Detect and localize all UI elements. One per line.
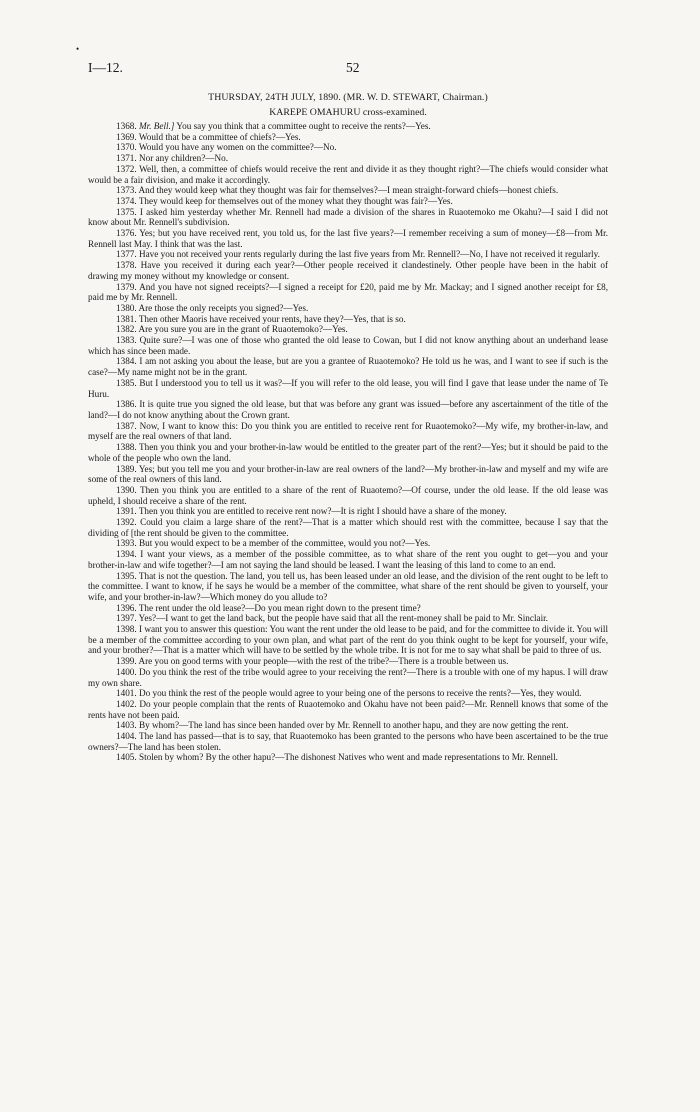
paragraph-text: Yes; but you have received rent, you told us, for the last five years?—I remember receiving a sum of money—£8—from Mr. Rennell last May. I think that was the last. [88, 228, 608, 249]
paragraph-text: Stolen by whom? By the other hapu?—The dishonest Natives who went and made representations to Mr. Rennell. [138, 752, 558, 763]
paragraph-text: Yes?—I want to get the land back, but the people have said that all the rent-money shall be paid to Mr. Sinclair. [138, 613, 548, 624]
page-number: 52 [346, 60, 360, 75]
paragraph-text: I want you to answer this question: You want the rent under the old lease to be paid, and for the committee to divide it. You will be a member of the committee according to your own plan, and what part of the rent do you think ought to be kept for yourself, your wife, and your brother?—That is a matter which will have to be settled by the whole tribe. It is not for me to say what shall be paid to three of us. [88, 624, 609, 656]
paragraph-text: I asked him yesterday whether Mr. Rennell had made a division of the shares in Ruaotemoko me Okahu?—I said I did not know about Mr. Rennell's subdivision. [88, 206, 609, 228]
question-number: 1394. [116, 549, 137, 560]
paragraph-text: Then other Maoris have received your rents, have they?—Yes, that is so. [138, 313, 406, 324]
paragraph-text: Well, then, a committee of chiefs would receive the rent and divide it as they thought right?—The chiefs would consider what would be a fair division, and make it accordingly. [88, 163, 608, 185]
paragraph-text: By whom?—The land has since been handed over by Mr. Rennell to another hapu, and they are now getting the rent. [138, 720, 569, 731]
testimony-paragraph [88, 720, 608, 731]
question-number: 1372. [116, 163, 137, 174]
testimony-paragraph [88, 613, 608, 624]
paragraph-text: Now, I want to know this: Do you think you are entitled to receive rent for Ruaotemoko?—My wife, my brother-in-law, and myself are the real owners of that land. [88, 420, 608, 442]
testimony-paragraph [88, 142, 608, 153]
testimony-paragraph [88, 688, 608, 699]
testimony-paragraph [88, 656, 608, 667]
testimony-paragraph [88, 132, 608, 143]
question-number: 1402. [116, 698, 137, 709]
question-number: 1396. [116, 602, 137, 613]
question-number: 1378. [116, 260, 137, 271]
testimony-paragraph [88, 378, 608, 399]
question-number: 1405. [116, 752, 137, 763]
testimony-paragraph [88, 121, 608, 132]
testimony-paragraph [88, 731, 608, 752]
paragraph-text: Would you have any women on the committee?—No. [138, 142, 337, 153]
paragraph-text: Could you claim a large share of the rent?—That is a matter which should rest with the committee, because I say that the dividing of [the rent should be given to the committee. [88, 517, 609, 538]
testimony-body [88, 121, 608, 763]
testimony-paragraph [88, 399, 608, 420]
paragraph-text: Would that be a committee of chiefs?—Yes. [138, 131, 301, 142]
session-heading: THURSDAY, 24TH JULY, 1890. (MR. W. D. STEWART, Chairman.) [208, 92, 488, 103]
question-number: 1390. [116, 484, 137, 495]
question-number: 1391. [116, 506, 137, 517]
question-number: 1392. [116, 517, 137, 528]
testimony-paragraph [88, 153, 608, 164]
paragraph-text: The rent under the old lease?—Do you mean right down to the present time? [138, 602, 421, 613]
paragraph-text: Are those the only receipts you signed?—Yes. [138, 302, 309, 313]
paragraph-text: Are you sure you are in the grant of Ruaotemoko?—Yes. [138, 324, 348, 335]
question-number: 1387. [116, 420, 137, 431]
paragraph-text: Have you not received your rents regularly during the last five years from Mr. Rennell?—No, I have not received it regularly. [138, 249, 600, 260]
testimony-paragraph [88, 485, 608, 506]
paragraph-text: But I understood you to tell us it was?—If you will refer to the old lease, you will find I gave that lease under the name of Te Huru. [88, 377, 609, 399]
testimony-paragraph [88, 303, 608, 314]
paragraph-text: Nor any children?—No. [138, 153, 229, 164]
question-number: 1380. [116, 302, 137, 313]
question-number: 1388. [116, 442, 137, 453]
testimony-paragraph [88, 421, 608, 442]
question-number: 1374. [116, 195, 137, 206]
question-number: 1386. [116, 399, 137, 410]
question-number: 1400. [116, 666, 137, 677]
margin-dot: • [76, 44, 80, 54]
question-number: 1401. [116, 688, 137, 699]
paragraph-text: They would keep for themselves out of the money what they thought was fair?—Yes. [138, 195, 453, 206]
paragraph-text: You say you think that a committee ought to receive the rents?—Yes. [174, 121, 431, 131]
paragraph-text: Have you received it during each year?—Other people received it clandestinely. Other people have been in the habit of drawing my money without my knowledge or consent. [88, 260, 609, 281]
testimony-paragraph [88, 324, 608, 335]
testimony-paragraph [88, 228, 608, 249]
paragraph-text: But you would expect to be a member of the committee, would you not?—Yes. [138, 538, 431, 549]
paragraph-text: Then you think you are entitled to receive rent now?—It is right I should have a share of the money. [138, 506, 507, 517]
question-number: 1395. [116, 570, 137, 581]
question-number: 1398. [116, 624, 137, 635]
paragraph-text: Yes; but you tell me you and your brother-in-law are real owners of the land?—My brother-in-law and myself and my wife are some of the real owners of this land. [88, 463, 608, 485]
question-number: 1376. [116, 228, 137, 239]
question-number: 1404. [116, 731, 137, 742]
testimony-paragraph [88, 282, 608, 303]
testimony-paragraph [88, 464, 608, 485]
question-number: 1371. [116, 153, 137, 164]
question-number: 1399. [116, 656, 137, 667]
question-number: 1384. [116, 356, 137, 367]
testimony-paragraph [88, 752, 608, 763]
paragraph-text: That is not the question. The land, you tell us, has been leased under an old lease, and the division of the rent ought to be left to the committee. I want to know, if he says he would be a member of the committee, what share of the rent should be given to yourself, your wife, and your brother-in-law?—Which money do you allude to? [88, 570, 608, 602]
testimony-paragraph [88, 699, 608, 720]
testimony-paragraph [88, 624, 608, 656]
question-number: 1369. [116, 131, 137, 142]
question-number: 1375. [116, 206, 137, 217]
testimony-paragraph [88, 517, 608, 538]
testimony-paragraph [88, 164, 608, 185]
paragraph-text: The land has passed—that is to say, that Ruaotemoko has been granted to the persons who have been ascertained to be the true owners?—The land has been stolen. [88, 731, 608, 752]
question-number: 1370. [116, 142, 137, 153]
paragraph-text: Are you on good terms with your people—with the rest of the tribe?—There is a trouble between us. [138, 656, 509, 667]
testimony-paragraph [88, 314, 608, 325]
paragraph-text: I am not asking you about the lease, but are you a grantee of Ruaotemoko? He told us he was, and I want to see if such is the case?—My name might not be in the grant. [88, 356, 608, 378]
question-number: 1403. [116, 720, 137, 731]
testimony-paragraph [88, 506, 608, 517]
testimony-paragraph [88, 571, 608, 603]
question-number: 1397. [116, 613, 137, 624]
question-number: 1377. [116, 249, 137, 260]
testimony-paragraph [88, 207, 608, 228]
paragraph-text: Then you think you and your brother-in-law would be entitled to the greater part of the rent?—Yes; but it should be paid to the whole of the people who own the land. [88, 442, 608, 463]
question-number: 1382. [116, 324, 137, 335]
paragraph-text: And you have not signed receipts?—I signed a receipt for £20, paid me by Mr. Mackay; and I signed another receipt for £8, paid me by Mr. Rennell. [88, 281, 608, 303]
paragraph-text: Do you think the rest of the tribe would agree to your receiving the rent?—There is a trouble with one of my hapus. I will draw my own share. [88, 666, 608, 688]
question-number: 1393. [116, 538, 137, 549]
witness-heading: KAREPE OMAHURU cross-examined. [269, 107, 427, 118]
question-number: 1373. [116, 185, 137, 196]
testimony-paragraph [88, 249, 608, 260]
page-header [88, 60, 608, 76]
testimony-paragraph [88, 196, 608, 207]
testimony-paragraph [88, 549, 608, 570]
testimony-paragraph [88, 667, 608, 688]
testimony-paragraph [88, 356, 608, 377]
question-number: 1383. [116, 335, 137, 346]
testimony-paragraph [88, 185, 608, 196]
testimony-paragraph [88, 603, 608, 614]
question-number: 1389. [116, 463, 137, 474]
paragraph-text: Do your people complain that the rents of Ruaotemoko and Okahu have not been paid?—Mr. Rennell knows that some of the rents have not been paid. [88, 698, 609, 720]
testimony-paragraph [88, 335, 608, 356]
testimony-paragraph [88, 442, 608, 463]
testimony-paragraph [88, 538, 608, 549]
speaker-label: Mr. Bell.] [138, 121, 175, 131]
testimony-paragraph [88, 260, 608, 281]
question-number: 1385. [116, 377, 137, 388]
paragraph-text: Then you think you are entitled to a share of the rent of Ruaotemo?—Of course, under the old lease. If the old lease was upheld, I should receive a share of the rent. [88, 484, 608, 506]
question-number: 1379. [116, 281, 137, 292]
paragraph-text: Do you think the rest of the people would agree to your being one of the persons to receive the rents?—Yes, they would. [138, 688, 582, 699]
paragraph-text: I want your views, as a member of the possible committee, as to what share of the rent you ought to get—you and your brother-in-law and wife together?—I am not saying the land should be leased. I want the leasing of this land to come to an end. [88, 549, 609, 570]
question-number: 1368. [116, 121, 137, 131]
paragraph-text: And they would keep what they thought was fair for themselves?—I mean straight-forward chiefs—honest chiefs. [138, 185, 559, 196]
paragraph-text: It is quite true you signed the old lease, but that was before any grant was issued—before any ascertainment of the title of the land?—I do not know anything about the Crown grant. [88, 399, 608, 420]
paragraph-text: Quite sure?—I was one of those who granted the old lease to Cowan, but I did not know anything about an underhand lease which has since been made. [88, 335, 608, 356]
report-code: I—12. [88, 60, 123, 75]
question-number: 1381. [116, 313, 137, 324]
